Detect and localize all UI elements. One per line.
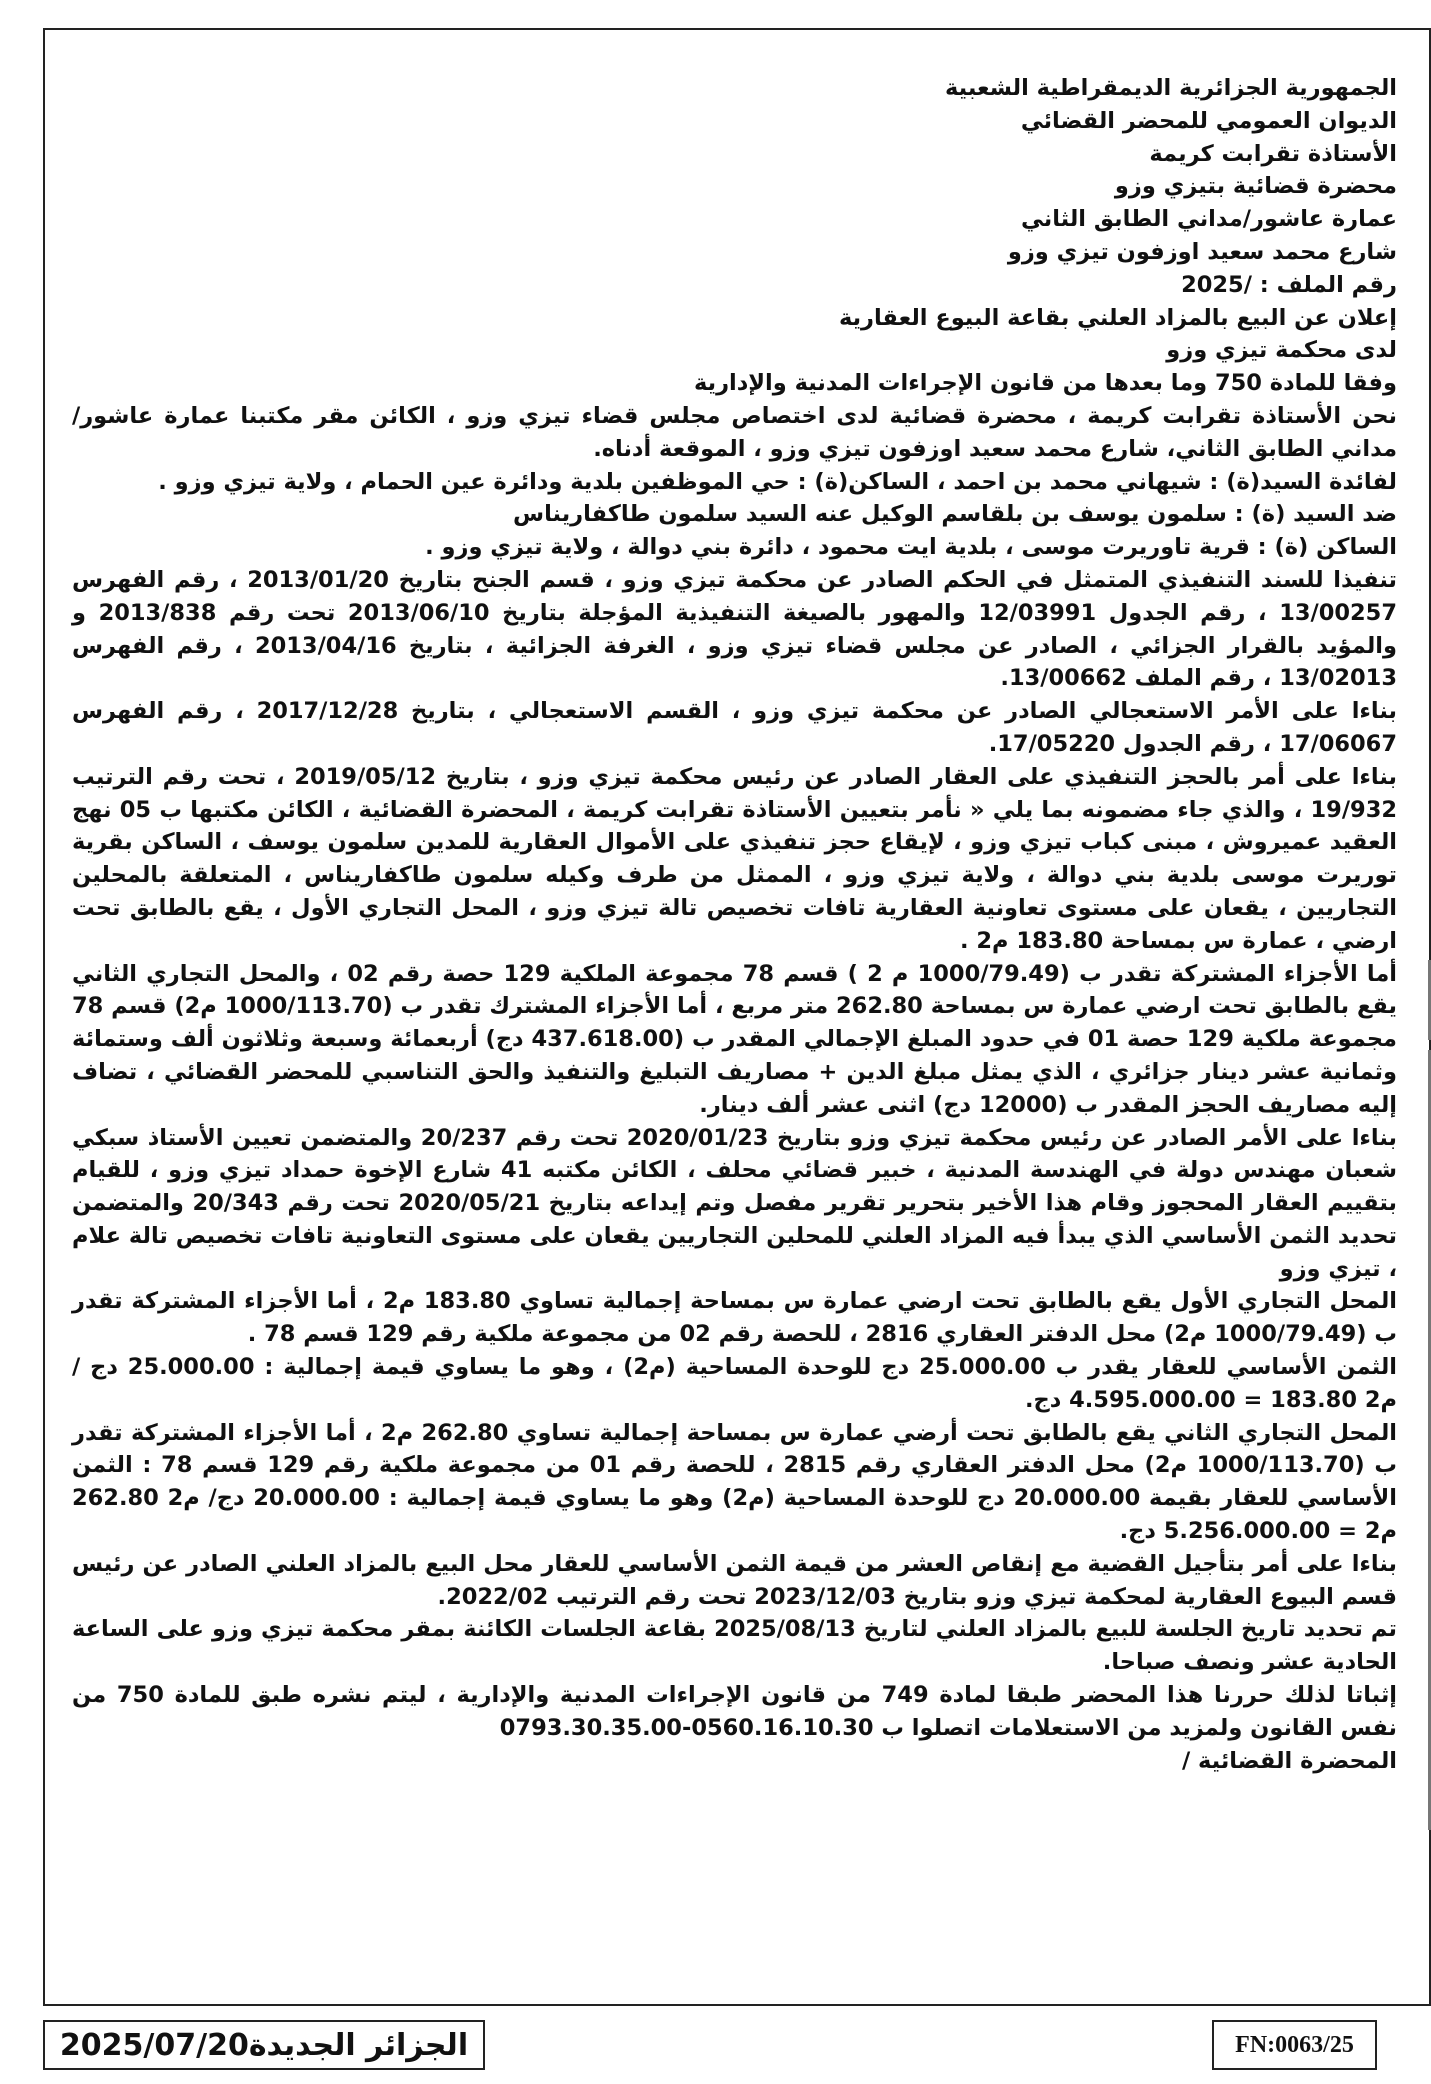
announcement-title: إعلان عن البيع بالمزاد العلني بقاعة البيوع العقارية <box>838 304 1397 331</box>
header-line: شارع محمد سعيد اوزفون تيزي وزو <box>1007 238 1397 265</box>
body-paragraph: لفائدة السيد(ة) : شيهاني محمد بن احمد ، الساكن(ة) : حي الموظفين بلدية ودائرة عين الحمام ، ولاية تيزي وزو . <box>158 468 1397 495</box>
body-paragraph: الساكن (ة) : قرية تاوريرت موسى ، بلدية ايت محمود ، دائرة بني دوالة ، ولاية تيزي وزو . <box>425 534 1397 561</box>
file-code-box <box>1212 2020 1377 2070</box>
header-line: الجمهورية الجزائرية الديمقراطية الشعبية <box>945 75 1397 101</box>
announcement-text <box>72 72 1397 1777</box>
body-paragraph: إثباتا لذلك حررنا هذا المحضر طبقا لمادة 749 من قانون الإجراءات المدنية والإدارية ، ليتم نشره طبق للمادة 750 من نفس القانون ولمزيد من الاستعلامات اتصلوا ب 0560.16.10.30-0793.30.35.00 <box>72 1682 1398 1741</box>
court-line: لدى محكمة تيزي وزو <box>1166 337 1397 364</box>
file-number-line: رقم الملف : /2025 <box>1181 271 1397 298</box>
body-paragraph: تنفيذا للسند التنفيذي المتمثل في الحكم الصادر عن محكمة تيزي وزو ، قسم الجنح بتاريخ 2013/01/20 ، رقم الفهرس 13/00257 ، رقم الجدول 12/03991 والمهور بالصيغة التنفيذية المؤجلة بتاريخ 2013/06/10 تحت رقم 2013/838 و والمؤيد بالقرار الجزائي ، الصادر عن مجلس قضاء تيزي وزو ، الغرفة الجزائية ، بتاريخ 2013/04/16 ، رقم الفهرس 13/02013 ، رقم الملف 13/00662. <box>72 566 1397 692</box>
header-line: محضرة قضائية بتيزي وزو <box>1114 173 1397 200</box>
body-paragraph: المحل التجاري الأول يقع بالطابق تحت ارضي عمارة س بمساحة إجمالية تساوي 183.80 م2 ، أما الأجزاء المشتركة تقدر ب (1000/79.49 م2) محل الدفتر العقاري 2816 ، للحصة رقم 02 من مجموعة ملكية رقم 129 قسم 78 . <box>72 1288 1397 1348</box>
body-paragraph: الثمن الأساسي للعقار يقدر ب 25.000.00 دج للوحدة المساحية (م2) ، وهو ما يساوي قيمة إجمالية : 25.000.00 دج / م2 183.80 = 4.595.000.00 دج. <box>72 1354 1397 1413</box>
newspaper-date-box <box>43 2020 485 2070</box>
header-block <box>72 72 1397 400</box>
body-paragraph: بناءا على أمر بالحجز التنفيذي على العقار الصادر عن رئيس محكمة تيزي وزو ، بتاريخ 2019/05/12 ، تحت رقم الترتيب 19/932 ، والذي جاء مضمونه بما يلي « نأمر بتعيين الأستاذة تقرابت كريمة ، المحضرة القضائية ، الكائن مكتبها ب 05 نهج العقيد عميروش ، مبنى كباب تيزي وزو ، لإيقاع حجز تنفيذي على الأموال العقارية للمدين سلمون يوسف ، الساكن بقرية توريرت موسى بلدية بني دوالة ، ولاية تيزي وزو ، الممثل من طرف وكيله سلمون طاكفاريناس ، المتعلقة بالمحلين التجاريين ، يقعان على مستوى تعاونية العقارية تافات تخصيص تالة تيزي وزو ، المحل التجاري الأول ، يقع بالطابق تحت ارضي ، عمارة س بمساحة 183.80 م2 . <box>72 763 1398 954</box>
file-code: FN:0063/25 <box>1235 2031 1354 2058</box>
body-paragraph: أما الأجزاء المشتركة تقدر ب (1000/79.49 م 2 ) قسم 78 مجموعة الملكية 129 حصة رقم 02 ، والمحل التجاري الثاني يقع بالطابق تحت ارضي عمارة س بمساحة 262.80 متر مربع ، أما الأجزاء المشترك تقدر ب (1000/113.70 م2) قسم 78 مجموعة ملكية 129 حصة 01 في حدود المبلغ الإجمالي المقدر ب (437.618.00 دج) أربعمائة وسبعة وثلاثون ألف وستمائة وثمانية عشر دينار جزائري ، الذي يمثل مبلغ الدين + مصاريف التبليغ والتنفيذ والحق التناسبي للمحضر القضائي ، تضاف إليه مصاريف الحجز المقدر ب (12000 دج) اثنى عشر ألف دينار. <box>72 960 1397 1118</box>
body-paragraph: المحل التجاري الثاني يقع بالطابق تحت أرضي عمارة س بمساحة إجمالية تساوي 262.80 م2 ، أما الأجزاء المشتركة تقدر ب (1000/113.70 م2) محل الدفتر العقاري رقم 2815 ، للحصة رقم 01 من مجموعة ملكية رقم 129 قسم 78 : الثمن الأساسي للعقار بقيمة 20.000.00 دج للوحدة المساحية (م2) وهو ما يساوي قيمة إجمالية : 20.000.00 دج/ م2 262.80 م2 = 5.256.000.00 دج. <box>72 1419 1398 1545</box>
body-paragraph: تم تحديد تاريخ الجلسة للبيع بالمزاد العلني لتاريخ 2025/08/13 بقاعة الجلسات الكائنة بمقر محكمة تيزي وزو على الساعة الحادية عشر ونصف صباحا. <box>72 1616 1397 1676</box>
header-line: الديوان العمومي للمحضر القضائي <box>1020 107 1397 134</box>
body-paragraph: بناءا على الأمر الاستعجالي الصادر عن محكمة تيزي وزو ، القسم الاستعجالي ، بتاريخ 2017/12/28 ، رقم الفهرس 17/06067 ، رقم الجدول 17/05220. <box>72 698 1397 757</box>
body-block <box>72 400 1397 1777</box>
body-paragraph: بناءا على أمر بتأجيل القضية مع إنقاص العشر من قيمة الثمن الأساسي للعقار محل البيع بالمزاد العلني الصادر عن رئيس قسم البيوع العقارية لمحكمة تيزي وزو بتاريخ 2023/12/03 تحت رقم الترتيب 2022/02. <box>72 1550 1397 1610</box>
header-line: عمارة عاشور/مداني الطابق الثاني <box>1021 206 1397 233</box>
body-paragraph: نحن الأستاذة تقرابت كريمة ، محضرة قضائية لدى اختصاص مجلس قضاء تيزي وزو ، الكائن مقر مكتبنا عمارة عاشور/مداني الطابق الثاني، شارع محمد سعيد اوزفون تيزي وزو ، الموقعة أدناه. <box>72 402 1397 462</box>
body-paragraph: بناءا على الأمر الصادر عن رئيس محكمة تيزي وزو بتاريخ 2020/01/23 تحت رقم 20/237 والمتضمن تعيين الأستاذ سبكي شعبان مهندس دولة في الهندسة المدنية ، خبير قضائي محلف ، الكائن مكتبه 41 شارع الإخوة حمداد تيزي وزو ، للقيام بتقييم العقار المحجوز وقام هذا الأخير بتحرير تقرير مفصل وتم إيداعه بتاريخ 2020/05/21 تحت رقم 20/343 والمتضمن تحديد الثمن الأساسي الذي يبدأ فيه المزاد العلني للمحلين التجاريين يقعان على مستوى التعاونية تافات تخصيص تالة علام ، تيزي وزو <box>72 1124 1398 1282</box>
signature-line: المحضرة القضائية / <box>1181 1747 1397 1774</box>
header-line: الأستاذة تقرابت كريمة <box>1149 140 1397 167</box>
legal-basis-line: وفقا للمادة 750 وما بعدها من قانون الإجراءات المدنية والإدارية <box>693 370 1397 397</box>
newspaper-date: الجزائر الجديدة2025/07/20 <box>59 2027 469 2063</box>
body-paragraph: ضد السيد (ة) : سلمون يوسف بن بلقاسم الوكيل عنه السيد سلمون طاكفاريناس <box>513 501 1397 528</box>
